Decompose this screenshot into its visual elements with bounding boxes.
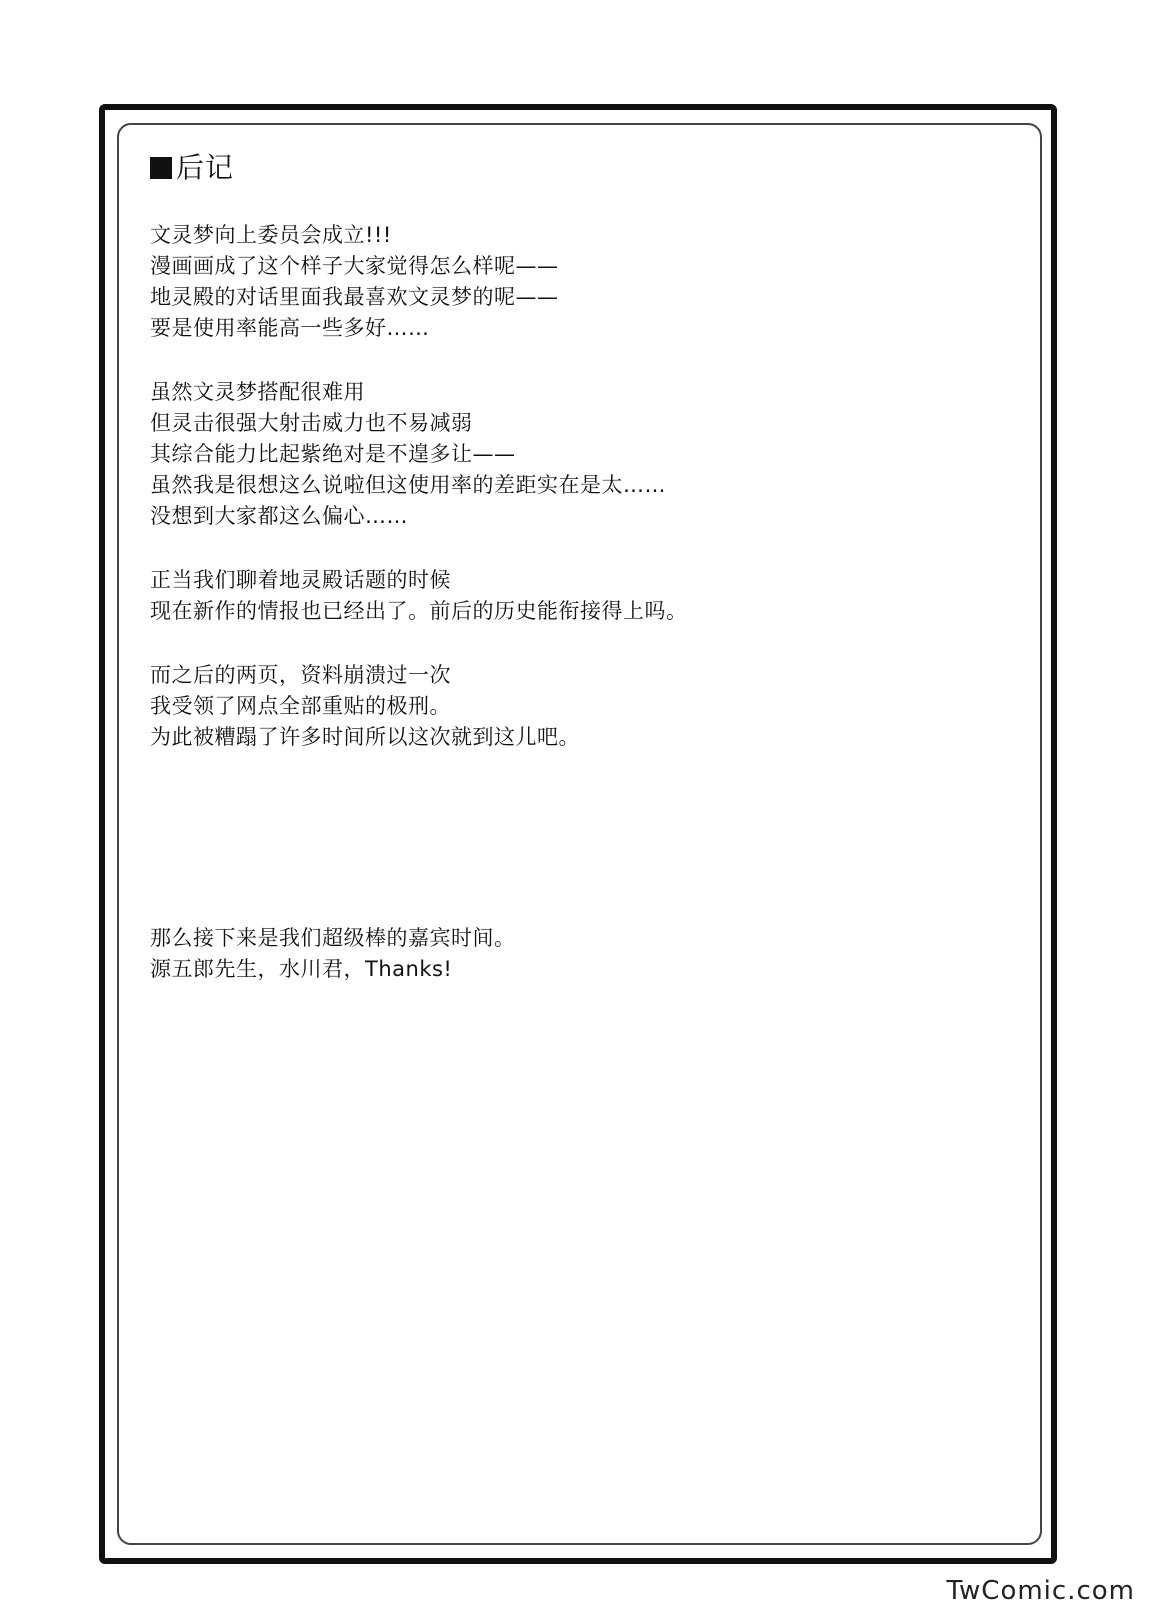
text-line: 地灵殿的对话里面我最喜欢文灵梦的呢—— bbox=[150, 285, 559, 309]
text-line: 要是使用率能高一些多好…… bbox=[150, 316, 430, 340]
text-line: 而之后的两页，资料崩溃过一次 bbox=[150, 663, 451, 687]
text-line: 虽然文灵梦搭配很难用 bbox=[150, 380, 365, 404]
text-line: 我受领了网点全部重贴的极刑。 bbox=[150, 694, 451, 718]
text-line: 其综合能力比起紫绝对是不遑多让—— bbox=[150, 442, 516, 466]
heading-text: 后记 bbox=[176, 151, 235, 184]
paragraph-4 bbox=[150, 660, 990, 753]
text-line: 为此被糟蹋了许多时间所以这次就到这儿吧。 bbox=[150, 725, 580, 749]
black-square-bullet-icon bbox=[150, 157, 172, 179]
afterword-content bbox=[150, 150, 990, 985]
paragraph-5 bbox=[150, 923, 990, 985]
watermark: TwComic.com bbox=[946, 1576, 1135, 1606]
text-line: 文灵梦向上委员会成立!!! bbox=[150, 223, 392, 247]
text-line: 正当我们聊着地灵殿话题的时候 bbox=[150, 568, 451, 592]
afterword-heading bbox=[150, 150, 990, 186]
text-line: 但灵击很强大射击威力也不易减弱 bbox=[150, 411, 473, 435]
paragraph-1 bbox=[150, 220, 990, 344]
text-line: 现在新作的情报也已经出了。前后的历史能衔接得上吗。 bbox=[150, 599, 688, 623]
paragraph-3 bbox=[150, 565, 990, 627]
paragraph-2 bbox=[150, 377, 990, 532]
text-line: 没想到大家都这么偏心…… bbox=[150, 504, 408, 528]
text-line: 虽然我是很想这么说啦但这使用率的差距实在是太…… bbox=[150, 473, 666, 497]
text-line: 那么接下来是我们超级棒的嘉宾时间。 bbox=[150, 926, 516, 950]
text-line: 漫画画成了这个样子大家觉得怎么样呢—— bbox=[150, 254, 559, 278]
text-line: 源五郎先生，水川君，Thanks! bbox=[150, 957, 453, 981]
